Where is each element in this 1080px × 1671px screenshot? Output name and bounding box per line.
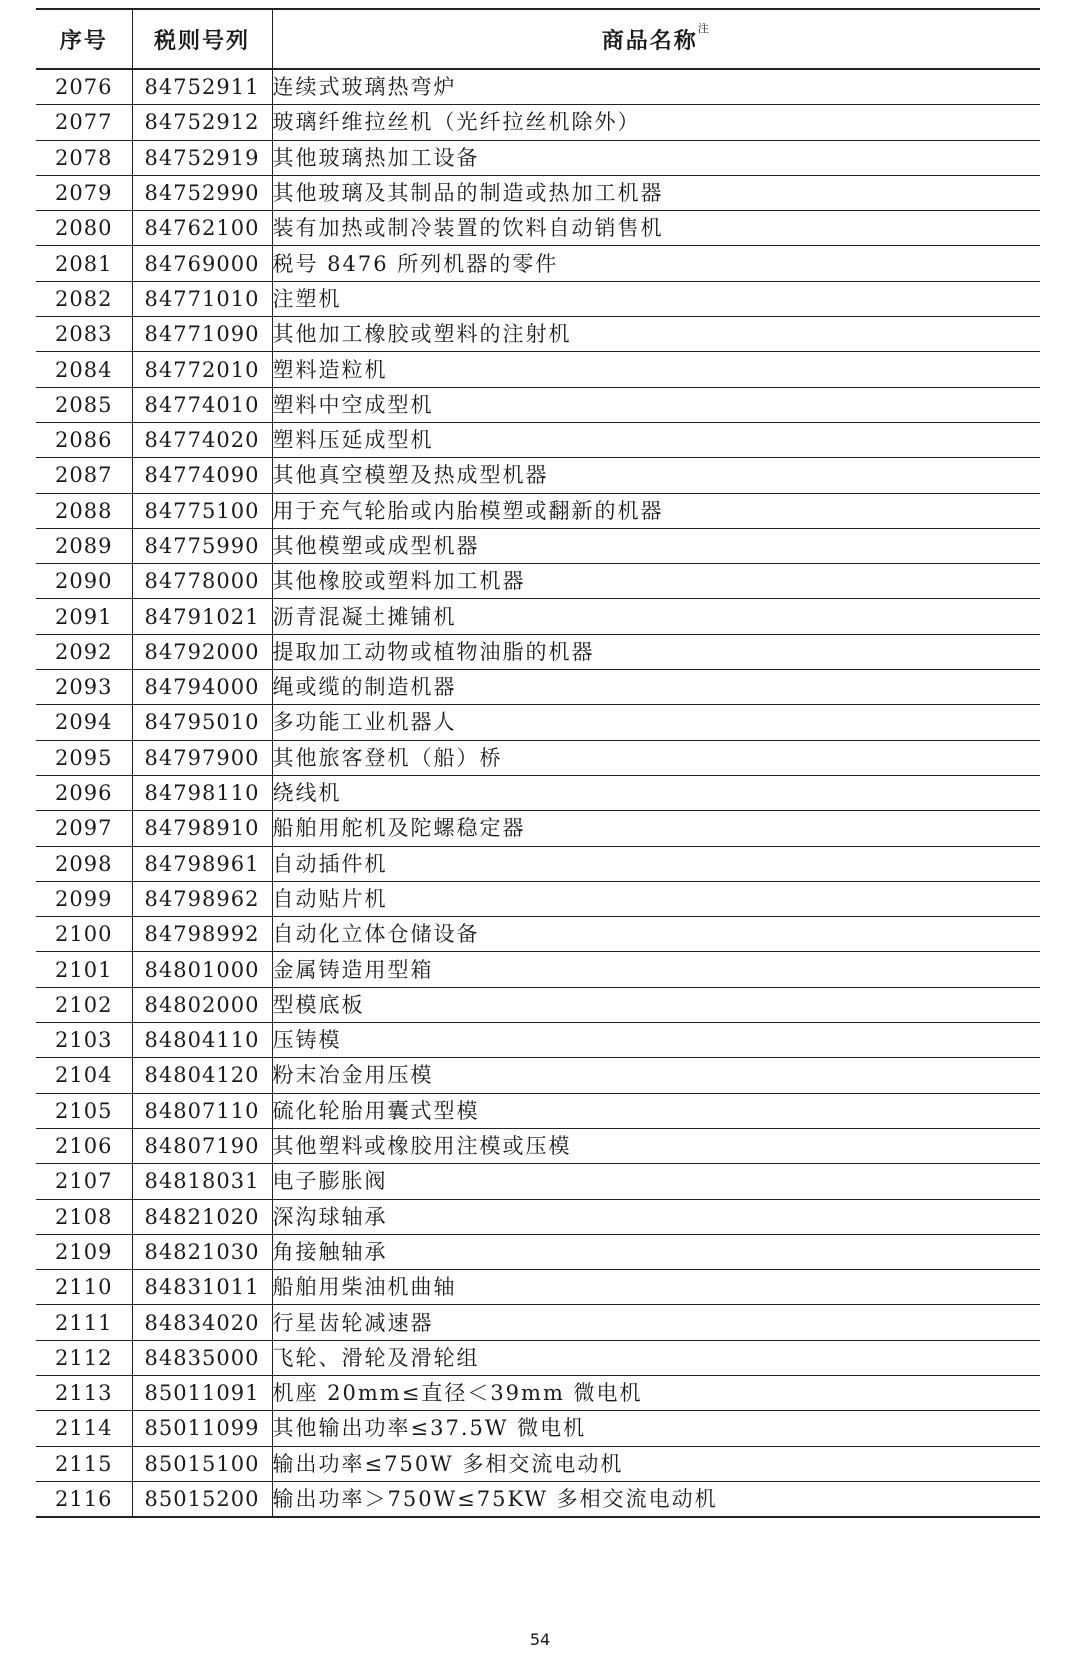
row-seq: 2086 bbox=[36, 422, 132, 457]
row-seq: 2105 bbox=[36, 1093, 132, 1128]
row-seq: 2111 bbox=[36, 1305, 132, 1340]
row-name: 其他模塑或成型机器 bbox=[272, 528, 1040, 563]
row-code: 85015100 bbox=[132, 1446, 272, 1481]
row-seq: 2080 bbox=[36, 211, 132, 246]
row-seq: 2079 bbox=[36, 175, 132, 210]
row-name: 金属铸造用型箱 bbox=[272, 952, 1040, 987]
row-code: 84752919 bbox=[132, 140, 272, 175]
table-row bbox=[36, 1270, 1040, 1305]
row-name: 型模底板 bbox=[272, 987, 1040, 1022]
row-name: 角接触轴承 bbox=[272, 1234, 1040, 1269]
table-row bbox=[36, 1023, 1040, 1058]
row-name: 沥青混凝土摊铺机 bbox=[272, 599, 1040, 634]
table-row bbox=[36, 634, 1040, 669]
row-name: 压铸模 bbox=[272, 1023, 1040, 1058]
row-name: 深沟球轴承 bbox=[272, 1199, 1040, 1234]
row-seq: 2076 bbox=[36, 69, 132, 105]
row-seq: 2097 bbox=[36, 811, 132, 846]
row-code: 84818031 bbox=[132, 1164, 272, 1199]
row-name: 自动化立体仓储设备 bbox=[272, 917, 1040, 952]
row-seq: 2113 bbox=[36, 1375, 132, 1410]
row-name: 玻璃纤维拉丝机（光纤拉丝机除外） bbox=[272, 105, 1040, 140]
table-row bbox=[36, 1234, 1040, 1269]
row-seq: 2090 bbox=[36, 564, 132, 599]
row-code: 84774020 bbox=[132, 422, 272, 457]
table-row bbox=[36, 881, 1040, 916]
row-name: 船舶用柴油机曲轴 bbox=[272, 1270, 1040, 1305]
row-name: 其他橡胶或塑料加工机器 bbox=[272, 564, 1040, 599]
row-code: 84772010 bbox=[132, 352, 272, 387]
row-seq: 2108 bbox=[36, 1199, 132, 1234]
row-code: 85011091 bbox=[132, 1375, 272, 1410]
header-seq: 序号 bbox=[36, 9, 132, 69]
table-row bbox=[36, 670, 1040, 705]
row-code: 84834020 bbox=[132, 1305, 272, 1340]
row-seq: 2112 bbox=[36, 1340, 132, 1375]
table-row bbox=[36, 140, 1040, 175]
table-row bbox=[36, 1093, 1040, 1128]
table-row bbox=[36, 246, 1040, 281]
table-row bbox=[36, 564, 1040, 599]
table-row bbox=[36, 1481, 1040, 1517]
table-row bbox=[36, 211, 1040, 246]
table-row bbox=[36, 846, 1040, 881]
row-seq: 2101 bbox=[36, 952, 132, 987]
row-code: 84835000 bbox=[132, 1340, 272, 1375]
row-code: 84798961 bbox=[132, 846, 272, 881]
row-name: 输出功率≤750W 多相交流电动机 bbox=[272, 1446, 1040, 1481]
table-row bbox=[36, 1375, 1040, 1410]
row-name: 税号 8476 所列机器的零件 bbox=[272, 246, 1040, 281]
row-code: 84771090 bbox=[132, 317, 272, 352]
table-row bbox=[36, 1199, 1040, 1234]
row-code: 84798910 bbox=[132, 811, 272, 846]
table-row bbox=[36, 317, 1040, 352]
row-code: 84831011 bbox=[132, 1270, 272, 1305]
table-header-row bbox=[36, 9, 1040, 69]
row-code: 84774090 bbox=[132, 458, 272, 493]
row-code: 84762100 bbox=[132, 211, 272, 246]
row-code: 84802000 bbox=[132, 987, 272, 1022]
row-name: 粉末冶金用压模 bbox=[272, 1058, 1040, 1093]
row-name: 电子膨胀阀 bbox=[272, 1164, 1040, 1199]
table-row bbox=[36, 281, 1040, 316]
row-name: 行星齿轮减速器 bbox=[272, 1305, 1040, 1340]
row-name: 其他玻璃及其制品的制造或热加工机器 bbox=[272, 175, 1040, 210]
page-number: 54 bbox=[529, 1630, 551, 1649]
row-name: 装有加热或制冷装置的饮料自动销售机 bbox=[272, 211, 1040, 246]
table-row bbox=[36, 1340, 1040, 1375]
row-name: 其他塑料或橡胶用注模或压模 bbox=[272, 1128, 1040, 1163]
row-code: 84798962 bbox=[132, 881, 272, 916]
header-code: 税则号列 bbox=[132, 9, 272, 69]
row-name: 塑料造粒机 bbox=[272, 352, 1040, 387]
table-row bbox=[36, 175, 1040, 210]
row-code: 84798110 bbox=[132, 775, 272, 810]
row-seq: 2116 bbox=[36, 1481, 132, 1517]
row-seq: 2098 bbox=[36, 846, 132, 881]
row-seq: 2082 bbox=[36, 281, 132, 316]
header-name-note: 注 bbox=[697, 21, 711, 35]
row-code: 84791021 bbox=[132, 599, 272, 634]
header-name-label: 商品名称 bbox=[601, 28, 698, 54]
row-code: 84752912 bbox=[132, 105, 272, 140]
table-row bbox=[36, 599, 1040, 634]
row-name: 硫化轮胎用囊式型模 bbox=[272, 1093, 1040, 1128]
row-code: 85011099 bbox=[132, 1411, 272, 1446]
table-row bbox=[36, 1128, 1040, 1163]
table-row bbox=[36, 987, 1040, 1022]
row-name: 塑料压延成型机 bbox=[272, 422, 1040, 457]
table-row bbox=[36, 1058, 1040, 1093]
row-seq: 2087 bbox=[36, 458, 132, 493]
row-code: 84769000 bbox=[132, 246, 272, 281]
row-seq: 2092 bbox=[36, 634, 132, 669]
row-seq: 2093 bbox=[36, 670, 132, 705]
table-body bbox=[36, 69, 1040, 1517]
table-row bbox=[36, 917, 1040, 952]
row-code: 84804110 bbox=[132, 1023, 272, 1058]
row-code: 84798992 bbox=[132, 917, 272, 952]
table-row bbox=[36, 1305, 1040, 1340]
row-seq: 2102 bbox=[36, 987, 132, 1022]
row-code: 84774010 bbox=[132, 387, 272, 422]
row-seq: 2091 bbox=[36, 599, 132, 634]
row-code: 84807190 bbox=[132, 1128, 272, 1163]
row-name: 多功能工业机器人 bbox=[272, 705, 1040, 740]
table-row bbox=[36, 493, 1040, 528]
row-seq: 2100 bbox=[36, 917, 132, 952]
row-name: 注塑机 bbox=[272, 281, 1040, 316]
row-name: 塑料中空成型机 bbox=[272, 387, 1040, 422]
row-name: 连续式玻璃热弯炉 bbox=[272, 69, 1040, 105]
table-row bbox=[36, 528, 1040, 563]
table-row bbox=[36, 387, 1040, 422]
table-row bbox=[36, 1164, 1040, 1199]
row-name: 其他加工橡胶或塑料的注射机 bbox=[272, 317, 1040, 352]
row-seq: 2081 bbox=[36, 246, 132, 281]
row-name: 其他输出功率≤37.5W 微电机 bbox=[272, 1411, 1040, 1446]
row-seq: 2088 bbox=[36, 493, 132, 528]
table-row bbox=[36, 705, 1040, 740]
row-seq: 2095 bbox=[36, 740, 132, 775]
tariff-table bbox=[36, 8, 1040, 1518]
table-row bbox=[36, 811, 1040, 846]
row-name: 用于充气轮胎或内胎模塑或翻新的机器 bbox=[272, 493, 1040, 528]
row-name: 自动插件机 bbox=[272, 846, 1040, 881]
table-row bbox=[36, 422, 1040, 457]
row-seq: 2077 bbox=[36, 105, 132, 140]
table-row bbox=[36, 352, 1040, 387]
row-code: 84778000 bbox=[132, 564, 272, 599]
row-code: 84801000 bbox=[132, 952, 272, 987]
row-name: 船舶用舵机及陀螺稳定器 bbox=[272, 811, 1040, 846]
row-name: 其他玻璃热加工设备 bbox=[272, 140, 1040, 175]
row-seq: 2107 bbox=[36, 1164, 132, 1199]
table-row bbox=[36, 105, 1040, 140]
header-name bbox=[272, 9, 1040, 69]
row-seq: 2094 bbox=[36, 705, 132, 740]
row-name: 其他旅客登机（船）桥 bbox=[272, 740, 1040, 775]
row-name: 自动贴片机 bbox=[272, 881, 1040, 916]
row-seq: 2083 bbox=[36, 317, 132, 352]
row-seq: 2106 bbox=[36, 1128, 132, 1163]
row-seq: 2089 bbox=[36, 528, 132, 563]
row-code: 84752911 bbox=[132, 69, 272, 105]
table-row bbox=[36, 458, 1040, 493]
row-name: 提取加工动物或植物油脂的机器 bbox=[272, 634, 1040, 669]
table-row bbox=[36, 775, 1040, 810]
row-name: 其他真空模塑及热成型机器 bbox=[272, 458, 1040, 493]
row-seq: 2109 bbox=[36, 1234, 132, 1269]
row-code: 84794000 bbox=[132, 670, 272, 705]
row-code: 84807110 bbox=[132, 1093, 272, 1128]
row-name: 机座 20mm≤直径＜39mm 微电机 bbox=[272, 1375, 1040, 1410]
row-code: 84821030 bbox=[132, 1234, 272, 1269]
row-code: 84752990 bbox=[132, 175, 272, 210]
row-seq: 2110 bbox=[36, 1270, 132, 1305]
row-code: 84775100 bbox=[132, 493, 272, 528]
row-seq: 2104 bbox=[36, 1058, 132, 1093]
table-row bbox=[36, 952, 1040, 987]
row-code: 84795010 bbox=[132, 705, 272, 740]
table-row bbox=[36, 740, 1040, 775]
row-name: 飞轮、滑轮及滑轮组 bbox=[272, 1340, 1040, 1375]
row-seq: 2115 bbox=[36, 1446, 132, 1481]
row-code: 84775990 bbox=[132, 528, 272, 563]
row-code: 84792000 bbox=[132, 634, 272, 669]
table-row bbox=[36, 1446, 1040, 1481]
row-code: 85015200 bbox=[132, 1481, 272, 1517]
row-seq: 2085 bbox=[36, 387, 132, 422]
row-seq: 2084 bbox=[36, 352, 132, 387]
row-seq: 2114 bbox=[36, 1411, 132, 1446]
row-code: 84821020 bbox=[132, 1199, 272, 1234]
table-row bbox=[36, 1411, 1040, 1446]
row-name: 输出功率＞750W≤75KW 多相交流电动机 bbox=[272, 1481, 1040, 1517]
row-seq: 2078 bbox=[36, 140, 132, 175]
row-seq: 2103 bbox=[36, 1023, 132, 1058]
row-seq: 2099 bbox=[36, 881, 132, 916]
row-code: 84771010 bbox=[132, 281, 272, 316]
table-row bbox=[36, 69, 1040, 105]
row-code: 84797900 bbox=[132, 740, 272, 775]
row-name: 绳或缆的制造机器 bbox=[272, 670, 1040, 705]
row-name: 绕线机 bbox=[272, 775, 1040, 810]
row-seq: 2096 bbox=[36, 775, 132, 810]
row-code: 84804120 bbox=[132, 1058, 272, 1093]
